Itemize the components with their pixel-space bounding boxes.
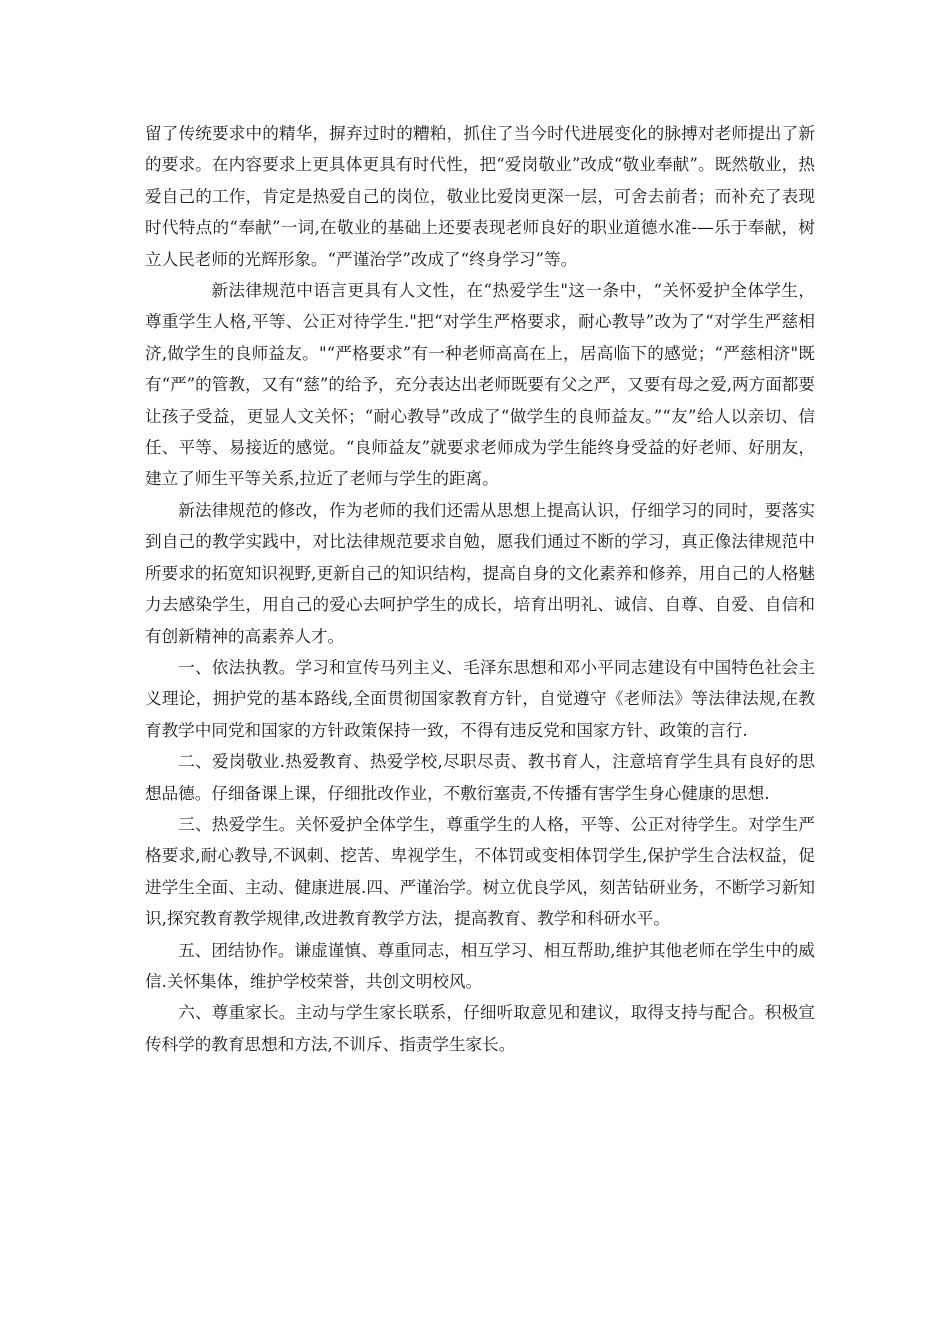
document-body (145, 118, 815, 1060)
paragraph-continued: 留了传统要求中的精华，摒弃过时的糟粕，抓住了当今时代进展变化的脉搏对老师提出了新的要求。在内容要求上更具体更具有时代性，把“爱岗敬业”改成“敬业奉献”。既然敬业，热爱自己的工作，肯定是热爱自己的岗位，敬业比爱岗更深一层，可舍去前者；而补充了表现时代特点的“奉献”一词,在敬业的基础上还要表现老师良好的职业道德水准-—乐于奉献，树立人民老师的光辉形象。“严谨治学”改成了“终身学习”等。 (145, 124, 815, 269)
paragraph-revision-reflection: 新法律规范的修改，作为老师的我们还需从思想上提高认识，仔细学习的同时，要落实到自己的教学实践中，对比法律规范要求自勉，愿我们通过不断的学习，真正像法律规范中所要求的拓宽知识视野,更新自己的知识结构，提高自身的文化素养和修养，用自己的人格魅力去感染学生，用自己的爱心去呵护学生的成长，培育出明礼、诚信、自尊、自爱、自信和有创新精神的高素养人才。 (145, 500, 815, 646)
paragraph-rule-1: 一、依法执教。学习和宣传马列主义、毛泽东思想和邓小平同志建设有中国特色社会主义理论，拥护党的基本路线,全面贯彻国家教育方针，自觉遵守《老师法》等法律法规,在教育教学中同党和国家的方针政策保持一致，不得有违反党和国家方针、政策的言行. (145, 657, 815, 740)
paragraph-rule-6: 六、尊重家长。主动与学生家长联系，仔细听取意见和建议，取得支持与配合。积极宣传科学的教育思想和方法,不训斥、指责学生家长。 (145, 1003, 815, 1054)
paragraph-rule-3-4: 三、热爱学生。关怀爱护全体学生，尊重学生的人格，平等、公正对待学生。对学生严格要求,耐心教导,不讽刺、挖苦、卑视学生，不体罚或变相体罚学生,保护学生合法权益，促进学生全面、主动、健康进展.四、严谨治学。树立优良学风，刻苦钻研业务，不断学习新知识,探究教育教学规律,改进教育教学方法，提高教育、教学和科研水平。 (145, 814, 815, 929)
paragraph-humanistic-language: 新法律规范中语言更具有人文性，在“热爱学生"这一条中，“关怀爱护全体学生，尊重学生人格,平等、公正对待学生."把“对学生严格要求，耐心教导”改为了“对学生严慈相济,做学生的良师益友。"“严格要求”有一种老师高高在上，居高临下的感觉；“严慈相济"既有“严”的管教，又有“慈”的给予，充分表达出老师既要有父之严，又要有母之爱,两方面都要让孩子受益，更显人文关怀；“耐心教导”改成了“做学生的良师益友。”“友”给人以亲切、信任、平等、易接近的感觉。“良师益友”就要求老师成为学生能终身受益的好老师、好朋友，建立了师生平等关系,拉近了老师与学生的距离。 (145, 281, 815, 489)
paragraph-rule-2: 二、爱岗敬业.热爱教育、热爱学校,尽职尽责、教书育人，注意培育学生具有良好的思想品德。仔细备课上课，仔细批改作业，不敷衍塞责,不传播有害学生身心健康的思想. (145, 752, 815, 803)
paragraph-rule-5: 五、团结协作。谦虚谨慎、尊重同志，相互学习、相互帮助,维护其他老师在学生中的威信.关怀集体，维护学校荣誉，共创文明校风。 (145, 940, 815, 991)
